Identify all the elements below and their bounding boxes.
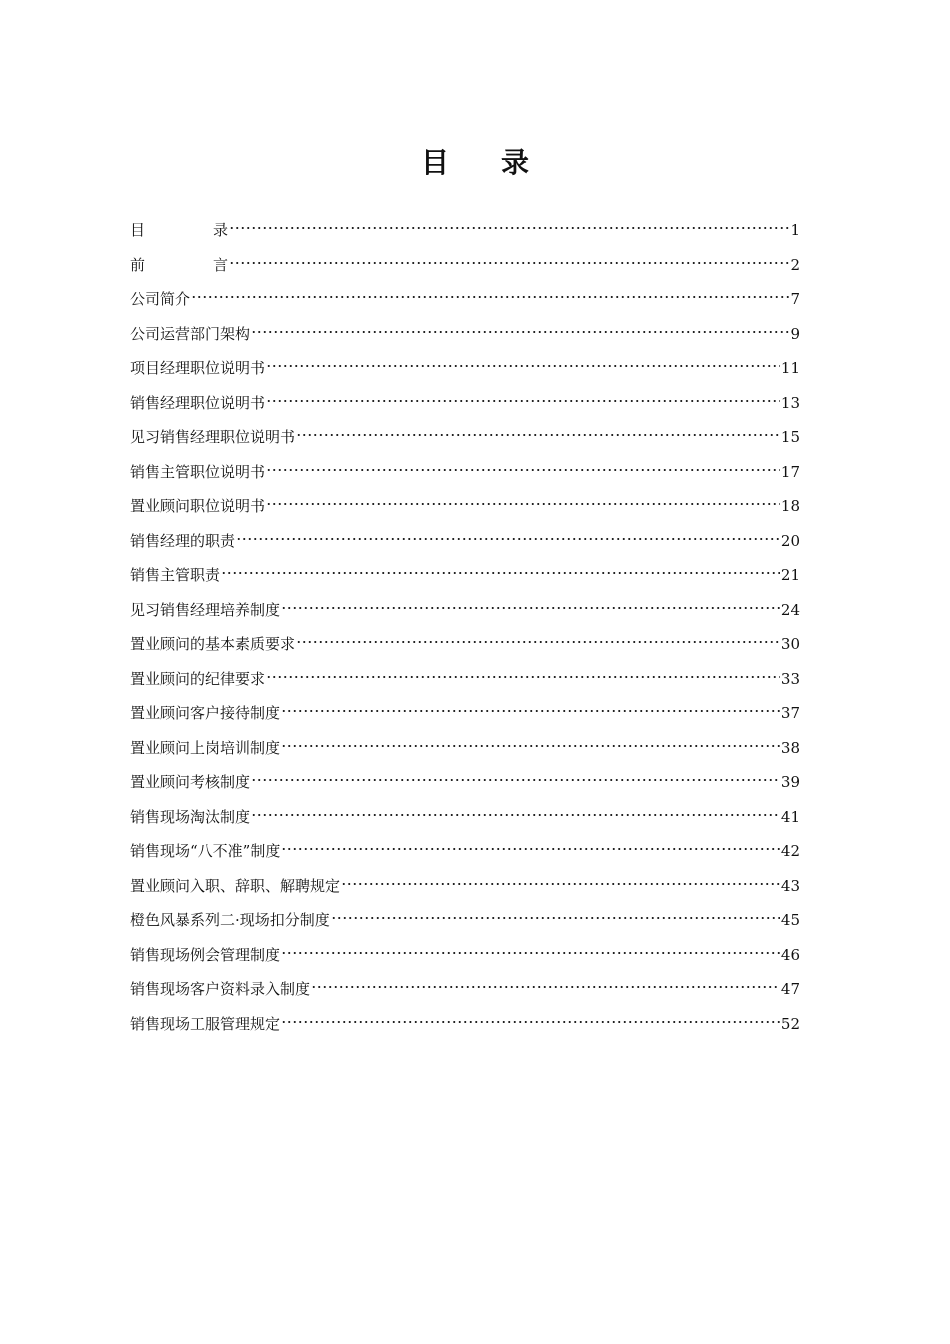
toc-entry[interactable] [130, 596, 800, 631]
toc-entry-title [130, 216, 228, 244]
toc-entry[interactable] [130, 492, 800, 527]
dot-leader [281, 743, 780, 749]
toc-entry-title: 公司简介 [130, 290, 191, 308]
dot-leader [296, 639, 780, 645]
toc-entry-page: 37 [780, 704, 800, 722]
toc-entry-title-part: 录 [212, 221, 228, 239]
dot-leader [251, 777, 780, 783]
dot-leader [251, 329, 789, 335]
dot-leader [296, 432, 780, 438]
toc-entry-title: 销售现场工服管理规定 [130, 1014, 281, 1033]
toc-entry-title: 销售主管职位说明书 [130, 462, 266, 481]
toc-entry-page: 20 [780, 531, 800, 550]
toc-entry[interactable] [130, 630, 800, 665]
dot-leader [281, 605, 780, 611]
toc-entry[interactable] [130, 941, 800, 976]
toc-entry[interactable] [130, 216, 800, 251]
toc-entry-title-part: 言 [212, 255, 228, 274]
dot-leader [221, 570, 780, 576]
toc-entry-page: 43 [780, 876, 800, 895]
toc-entry-title-part: 前 [130, 255, 146, 274]
toc-entry[interactable] [130, 561, 800, 596]
toc-entry-page: 42 [780, 842, 800, 860]
toc-entry-page: 13 [780, 393, 800, 412]
dot-leader [229, 225, 789, 231]
toc-entry-page: 11 [780, 359, 800, 377]
toc-entry-title: 销售现场例会管理制度 [130, 945, 281, 964]
toc-entry-page: 39 [780, 773, 800, 791]
toc-entry-page: 15 [780, 428, 800, 446]
dot-leader [266, 501, 780, 507]
toc-entry-title: 置业顾问职位说明书 [130, 497, 266, 515]
toc-entry-page: 1 [790, 221, 800, 239]
toc-entry-title: 销售经理的职责 [130, 531, 236, 550]
toc-entry[interactable] [130, 872, 800, 907]
toc-entry-page: 46 [780, 945, 800, 964]
dot-leader [236, 536, 780, 542]
toc-entry-title: 公司运营部门架构 [130, 324, 251, 343]
dot-leader [311, 984, 780, 990]
toc-entry[interactable] [130, 458, 800, 493]
dot-leader [266, 467, 780, 473]
toc-entry-title: 销售现场客户资料录入制度 [130, 980, 311, 998]
toc-entry[interactable] [130, 354, 800, 389]
dot-leader [331, 915, 780, 921]
toc-entry[interactable] [130, 803, 800, 838]
toc-entry-title: 置业顾问入职、辞职、解聘规定 [130, 876, 341, 895]
dot-leader [266, 363, 780, 369]
page-title [0, 141, 950, 181]
toc-entry[interactable] [130, 251, 800, 286]
toc-entry-title [130, 251, 228, 279]
toc-entry-title: 销售经理职位说明书 [130, 393, 266, 412]
toc-entry[interactable] [130, 285, 800, 320]
toc-entry-page: 45 [780, 911, 800, 929]
toc-entry-title: 见习销售经理培养制度 [130, 600, 281, 619]
toc-entry-title: 橙色风暴系列二·现场扣分制度 [130, 911, 330, 929]
toc-entry-title: 见习销售经理职位说明书 [130, 428, 296, 446]
toc-entry[interactable] [130, 975, 800, 1010]
toc-entry[interactable] [130, 906, 800, 941]
toc-entry-title: 置业顾问的基本素质要求 [130, 635, 296, 653]
dot-leader [266, 674, 780, 680]
dot-leader [281, 846, 780, 852]
toc-entry[interactable] [130, 734, 800, 769]
toc-entry[interactable] [130, 665, 800, 700]
toc-entry-page: 41 [780, 807, 800, 826]
toc-entry[interactable] [130, 389, 800, 424]
toc-entry-page: 7 [790, 290, 800, 308]
dot-leader [251, 812, 780, 818]
toc-entry-page: 2 [790, 255, 800, 274]
dot-leader [281, 708, 780, 714]
toc-entry-title: 销售现场淘汰制度 [130, 807, 251, 826]
toc-entry-page: 18 [780, 497, 800, 515]
toc-entry-page: 24 [780, 600, 800, 619]
toc-entry-page: 21 [780, 566, 800, 584]
toc-entry-page: 33 [780, 669, 800, 688]
dot-leader [266, 398, 780, 404]
dot-leader [281, 950, 780, 956]
toc-entry[interactable] [130, 837, 800, 872]
toc-entry[interactable] [130, 320, 800, 355]
toc-entry-title-part: 目 [130, 221, 146, 239]
toc-entry[interactable] [130, 699, 800, 734]
toc-entry[interactable] [130, 423, 800, 458]
toc-entry-page: 30 [780, 635, 800, 653]
page-title-char-1: 目 [420, 145, 449, 179]
toc-entry[interactable] [130, 768, 800, 803]
toc-entry-title: 项目经理职位说明书 [130, 359, 266, 377]
toc-entry-page: 52 [780, 1014, 800, 1033]
toc-entry-title: 置业顾问客户接待制度 [130, 704, 281, 722]
toc-entry-page: 9 [790, 324, 800, 343]
toc-entry[interactable] [130, 527, 800, 562]
toc-entry-title: 置业顾问上岗培训制度 [130, 738, 281, 757]
toc-entry-title: 置业顾问的纪律要求 [130, 669, 266, 688]
dot-leader [341, 881, 780, 887]
toc-entry-title: 销售现场“八不准”制度 [130, 842, 281, 860]
page-title-char-2: 录 [501, 145, 530, 179]
table-of-contents [130, 216, 800, 1044]
toc-entry-page: 38 [780, 738, 800, 757]
dot-leader [281, 1019, 780, 1025]
toc-entry-title: 置业顾问考核制度 [130, 773, 251, 791]
toc-entry-page: 17 [780, 462, 800, 481]
toc-entry-title: 销售主管职责 [130, 566, 221, 584]
dot-leader [229, 260, 789, 266]
dot-leader [191, 294, 789, 300]
toc-entry[interactable] [130, 1010, 800, 1045]
toc-entry-page: 47 [780, 980, 800, 998]
